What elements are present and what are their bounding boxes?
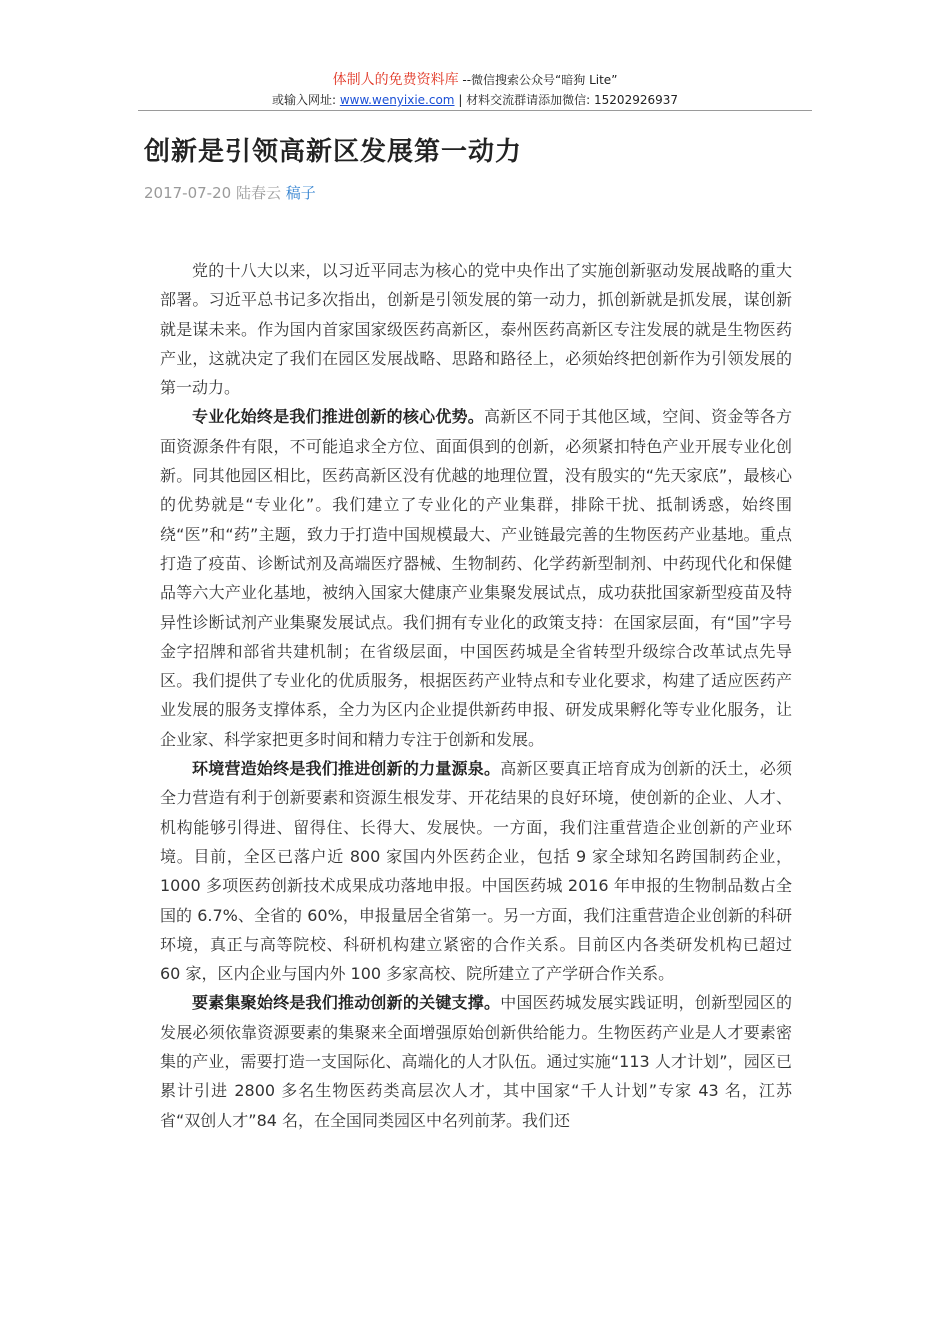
header-banner xyxy=(138,70,812,91)
header-wechat-info: | 材料交流群请添加微信: 15202926937 xyxy=(454,93,679,107)
article-paragraph xyxy=(160,402,792,754)
article-title: 创新是引领高新区发展第一动力 xyxy=(144,137,523,167)
paragraph-text: 中国医药城发展实践证明，创新型园区的发展必须依靠资源要素的集聚来全面增强原始创新供给能力。生物医药产业是人才要素密集的产业，需要打造一支国际化、高端化的人才队伍。通过实施“113 人才计划”，园区已累计引进 2800 多名生物医药类高层次人才，其中国家“千人计划”专家 43 名，江苏省“双创人才”84 名，在全国同类园区中名列前茅。我们还 xyxy=(160,993,792,1130)
header-contact xyxy=(138,91,812,109)
site-link[interactable]: www.wenyixie.com xyxy=(339,93,455,107)
article-body xyxy=(160,256,792,1135)
header-slogan: --微信搜索公众号“暗狗 Lite” xyxy=(458,73,618,87)
paragraph-text: 党的十八大以来，以习近平同志为核心的党中央作出了实施创新驱动发展战略的重大部署。习近平总书记多次指出，创新是引领发展的第一动力，抓创新就是抓发展，谋创新就是谋未来。作为国内首家国家级医药高新区，泰州医药高新区专注发展的就是生物医药产业，这就决定了我们在园区发展战略、思路和路径上，必须始终把创新作为引领发展的第一动力。 xyxy=(160,261,792,398)
paragraph-lead: 要素集聚始终是我们推动创新的关键支撑。 xyxy=(192,993,501,1013)
paragraph-lead: 环境营造始终是我们推进创新的力量源泉。 xyxy=(192,759,501,779)
article-author: 陆春云 xyxy=(235,184,281,202)
paragraph-text: 高新区要真正培育成为创新的沃土，必须全力营造有利于创新要素和资源生根发芽、开花结果的良好环境，使创新的企业、人才、机构能够引得进、留得住、长得大、发展快。一方面，我们注重营造企业创新的产业环境。目前，全区已落户近 800 家国内外医药企业，包括 9 家全球知名跨国制药企业，1000 多项医药创新技术成果成功落地申报。中国医药城 2016 年申报的生物制品数占全国的 6.7%、全省的 60%，申报量居全省第一。另一方面，我们注重营造企业创新的科研环境，真正与高等院校、科研机构建立紧密的合作关系。目前区内各类研发机构已超过 60 家，区内企业与国内外 100 多家高校、院所建立了产学研合作关系。 xyxy=(160,759,792,984)
header-divider xyxy=(138,110,812,111)
site-header xyxy=(138,70,812,109)
article-paragraph xyxy=(160,988,792,1134)
article-meta xyxy=(144,182,316,204)
article-paragraph xyxy=(160,754,792,988)
brand-name: 体制人的免费资料库 xyxy=(332,72,459,88)
article-paragraph xyxy=(160,256,792,402)
article-category-link[interactable]: 稿子 xyxy=(285,184,316,202)
paragraph-lead: 专业化始终是我们推进创新的核心优势。 xyxy=(192,407,484,427)
article-date: 2017-07-20 xyxy=(144,184,232,202)
paragraph-text: 高新区不同于其他区域，空间、资金等各方面资源条件有限，不可能追求全方位、面面俱到的创新，必须紧扣特色产业开展专业化创新。同其他园区相比，医药高新区没有优越的地理位置，没有殷实的“先天家底”，最核心的优势就是“专业化”。我们建立了专业化的产业集群，排除干扰、抵制诱惑，始终围绕“医”和“药”主题，致力于打造中国规模最大、产业链最完善的生物医药产业基地。重点打造了疫苗、诊断试剂及高端医疗器械、生物制药、化学药新型制剂、中药现代化和保健品等六大产业化基地，被纳入国家大健康产业集聚发展试点，成功获批国家新型疫苗及特异性诊断试剂产业集聚发展试点。我们拥有专业化的政策支持：在国家层面，有“国”字号金字招牌和部省共建机制；在省级层面，中国医药城是全省转型升级综合改革试点先导区。我们提供了专业化的优质服务，根据医药产业特点和专业化要求，构建了适应医药产业发展的服务支撑体系，全力为区内企业提供新药申报、研发成果孵化等专业化服务，让企业家、科学家把更多时间和精力专注于创新和发展。 xyxy=(160,407,792,749)
header-url-prefix: 或输入网址: xyxy=(271,93,340,107)
